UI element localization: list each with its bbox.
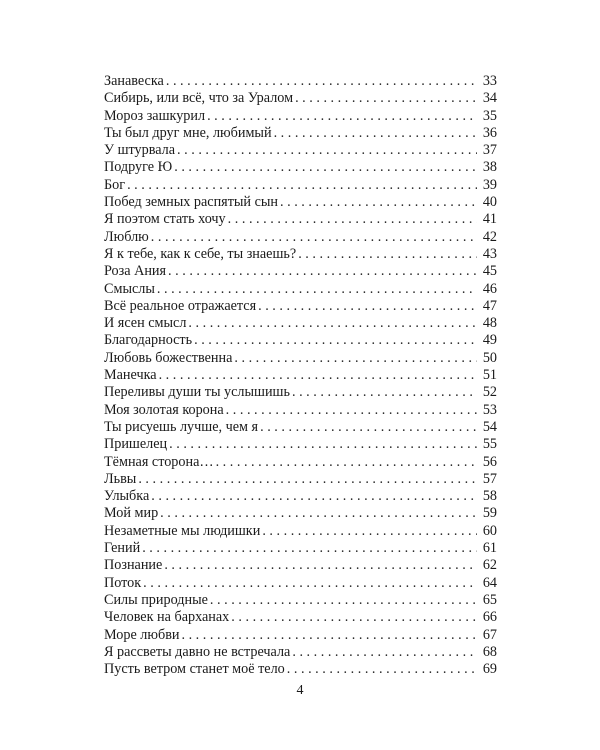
toc-entry-title: Человек на барханах [104, 609, 230, 626]
dot-leader [295, 90, 477, 107]
toc-entry-page: 34 [482, 90, 497, 107]
dot-leader [216, 454, 477, 471]
toc-entry [104, 575, 497, 592]
toc-entry-title: Люблю [104, 228, 149, 245]
dot-leader [160, 505, 477, 522]
dot-leader [127, 177, 477, 194]
toc-entry-title: Я к тебе, как к себе, ты знаешь? [104, 245, 297, 262]
page-number: 4 [296, 683, 304, 698]
toc-entry-title: У штурвала [104, 142, 176, 159]
toc-entry-title: Гений [104, 540, 141, 557]
toc-entry-title: Смыслы [104, 280, 155, 297]
toc-entry [104, 246, 497, 263]
toc-entry [104, 644, 497, 661]
toc-entry [104, 454, 497, 471]
toc-entry-page: 59 [482, 505, 497, 522]
toc-entry-page: 60 [482, 522, 497, 539]
toc-entry-title: Любовь божественна [104, 349, 233, 366]
toc-entry-page: 43 [482, 245, 497, 262]
dot-leader [174, 159, 477, 176]
toc-entry [104, 177, 497, 194]
toc-entry-page: 37 [482, 142, 497, 159]
toc-entry [104, 263, 497, 280]
toc-entry [104, 211, 497, 228]
toc-entry [104, 540, 497, 557]
toc-entry-title: Моя золотая корона [104, 401, 224, 418]
toc-entry-title: Сибирь, или всё, что за Уралом [104, 90, 294, 107]
toc-entry-page: 68 [482, 643, 497, 660]
toc-entry-title: Бог [104, 176, 126, 193]
toc-entry [104, 419, 497, 436]
toc-entry [104, 523, 497, 540]
dot-leader [228, 211, 477, 228]
toc-entry [104, 194, 497, 211]
dot-leader [138, 471, 477, 488]
toc-entry-title: Силы природные [104, 591, 208, 608]
toc-entry-page: 61 [482, 540, 497, 557]
dot-leader [226, 402, 477, 419]
dot-leader [159, 367, 477, 384]
toc-entry-page: 56 [482, 453, 497, 470]
toc-entry-page: 64 [482, 574, 497, 591]
toc-entry-title: Подруге Ю [104, 159, 173, 176]
toc-entry-title: Пришелец [104, 436, 168, 453]
toc-entry [104, 402, 497, 419]
toc-entry [104, 367, 497, 384]
toc-entry-page: 48 [482, 315, 497, 332]
toc-entry-title: Тёмная сторона… [104, 453, 214, 470]
toc-entry-page: 57 [482, 470, 497, 487]
dot-leader [142, 540, 477, 557]
toc-entry-page: 39 [482, 176, 497, 193]
toc-entry-page: 51 [482, 367, 497, 384]
toc-entry [104, 142, 497, 159]
dot-leader [166, 73, 477, 90]
toc-entry [104, 73, 497, 90]
toc-entry-page: 62 [482, 557, 497, 574]
toc-entry [104, 471, 497, 488]
toc-entry-title: Я поэтом стать хочу [104, 211, 226, 228]
toc-entry-page: 45 [482, 263, 497, 280]
toc-entry-title: Поток [104, 574, 142, 591]
toc-entry [104, 298, 497, 315]
toc-entry-page: 69 [482, 661, 497, 678]
dot-leader [169, 436, 477, 453]
toc-entry-title: Благодарность [104, 332, 193, 349]
toc-entry-title: Манечка [104, 367, 157, 384]
toc-entry-page: 49 [482, 332, 497, 349]
toc-entry [104, 627, 497, 644]
dot-leader [177, 142, 477, 159]
toc-entry-page: 35 [482, 107, 497, 124]
dot-leader [231, 609, 477, 626]
toc-entry-title: Мороз зашкурил [104, 107, 206, 124]
toc-entry [104, 609, 497, 626]
toc-entry-title: Занавеска [104, 73, 164, 89]
toc-entry-title: Познание [104, 557, 163, 574]
toc-entry [104, 592, 497, 609]
toc-entry [104, 557, 497, 574]
dot-leader [207, 108, 477, 125]
dot-leader [157, 281, 477, 298]
toc-entry-page: 67 [482, 626, 497, 643]
toc-entry [104, 159, 497, 176]
toc-entry [104, 229, 497, 246]
toc-entry-page: 38 [482, 159, 497, 176]
dot-leader [260, 419, 477, 436]
toc-entry-title: Львы [104, 470, 137, 487]
toc-entry [104, 350, 497, 367]
toc-entry-title: И ясен смысл [104, 315, 187, 332]
toc-entry-title: Море любви [104, 626, 180, 643]
toc-entry-page: 50 [482, 349, 497, 366]
toc-entry [104, 332, 497, 349]
dot-leader [164, 557, 477, 574]
dot-leader [168, 263, 477, 280]
dot-leader [298, 246, 477, 263]
toc-entry [104, 90, 497, 107]
toc-entry [104, 436, 497, 453]
dot-leader [292, 644, 477, 661]
dot-leader [262, 523, 477, 540]
toc-entry-page: 41 [482, 211, 497, 228]
toc-entry-page: 36 [482, 124, 497, 141]
toc-entry-page: 58 [482, 488, 497, 505]
toc-entry-title: Роза Ания [104, 263, 167, 280]
dot-leader [274, 125, 477, 142]
toc-entry [104, 488, 497, 505]
toc-entry-page: 46 [482, 280, 497, 297]
dot-leader [151, 229, 477, 246]
toc-entry-title: Улыбка [104, 488, 150, 505]
toc-entry-page: 66 [482, 609, 497, 626]
toc-entry [104, 281, 497, 298]
dot-leader [258, 298, 477, 315]
toc-entry-title: Незаметные мы людишки [104, 522, 261, 539]
toc-entry-page: 53 [482, 401, 497, 418]
toc-entry-title: Ты был друг мне, любимый [104, 124, 272, 141]
dot-leader [287, 661, 477, 678]
dot-leader [151, 488, 477, 505]
toc-entry-page: 42 [482, 228, 497, 245]
toc-entry-page: 52 [482, 384, 497, 401]
dot-leader [210, 592, 477, 609]
toc-entry-page: 33 [482, 73, 497, 89]
dot-leader [181, 627, 477, 644]
toc-entry [104, 125, 497, 142]
toc-entry [104, 315, 497, 332]
toc-entry [104, 661, 497, 678]
toc-entry-page: 54 [482, 418, 497, 435]
toc-entry-title: Мой мир [104, 505, 159, 522]
dot-leader [234, 350, 477, 367]
toc-entry-title: Переливы души ты услышишь [104, 384, 290, 401]
dot-leader [292, 384, 477, 401]
toc-entry-page: 65 [482, 591, 497, 608]
toc-entry-title: Пусть ветром станет моё тело [104, 661, 285, 678]
toc-entry-title: Я рассветы давно не встречала [104, 643, 291, 660]
toc-entry-page: 47 [482, 297, 497, 314]
table-of-contents [104, 73, 497, 678]
toc-entry-title: Всё реальное отражается [104, 297, 257, 314]
dot-leader [194, 332, 477, 349]
toc-entry-title: Побед земных распятый сын [104, 194, 278, 211]
dot-leader [143, 575, 477, 592]
toc-entry-page: 40 [482, 194, 497, 211]
toc-entry [104, 384, 497, 401]
dot-leader [188, 315, 477, 332]
toc-entry [104, 505, 497, 522]
dot-leader [280, 194, 477, 211]
toc-entry-page: 55 [482, 436, 497, 453]
toc-entry-title: Ты рисуешь лучше, чем я [104, 418, 259, 435]
toc-entry [104, 108, 497, 125]
